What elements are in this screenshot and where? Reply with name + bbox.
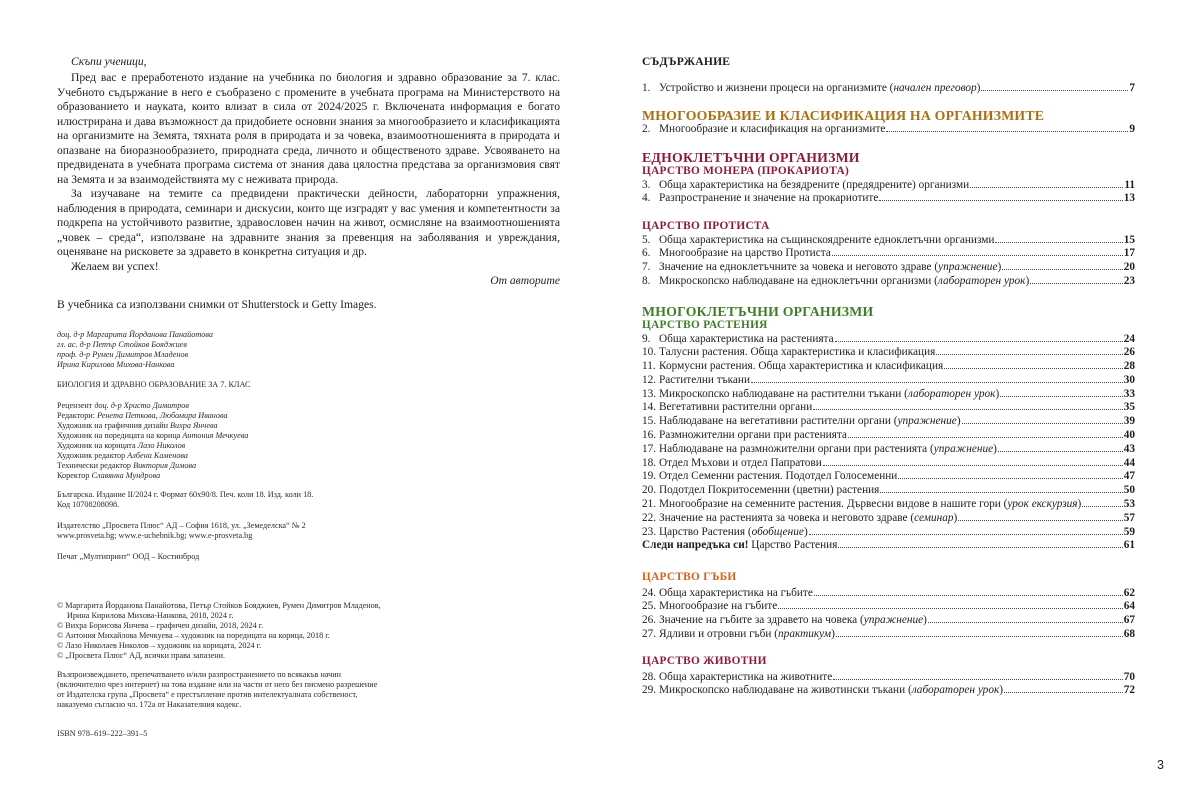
- toc-entry[interactable]: [642, 512, 1135, 526]
- dot-leader: [823, 464, 1123, 466]
- toc-entry[interactable]: [642, 234, 1135, 248]
- entry-title: Наблюдаване на вегетативни растителни органи (упражнение): [659, 415, 961, 428]
- dot-leader: [778, 607, 1122, 609]
- publisher-info: Издателство „Просвета Плюс“ АД – София 1618, ул. „Земеделска“ № 2 www.prosveta.bg; www.e-uchebnik.bg; www.e-prosveta.bg: [57, 521, 306, 540]
- entry-number: 18.: [642, 456, 657, 469]
- entry-title: Кормусни растения. Обща характеристика и класификация: [659, 360, 944, 373]
- dot-leader: [751, 381, 1123, 383]
- entry-page: 11: [1124, 178, 1135, 191]
- staff-entry: Художник на поредицата на корица Антония Мечкуева: [57, 431, 249, 440]
- print-info: Печат „Мултипринт“ ООД – Костинброд: [57, 552, 200, 561]
- toc-entry[interactable]: [642, 346, 1135, 360]
- dot-leader: [1030, 282, 1123, 284]
- toc-entry[interactable]: [642, 179, 1135, 193]
- toc-entry[interactable]: [642, 388, 1135, 402]
- authors-list: [57, 330, 213, 370]
- entry-title: Отдел Мъхови и отдел Папратови: [659, 456, 822, 469]
- edition-info: Българска. Издание II/2024 г. Формат 60х90/8. Печ. коли 18. Изд. коли 18. Код 10708208098.: [57, 490, 314, 509]
- entry-number: 4.: [642, 192, 651, 205]
- toc-entry[interactable]: [642, 192, 1135, 206]
- entry-number: 13.: [642, 387, 657, 400]
- entry-title: Обща характеристика на растенията: [659, 332, 834, 345]
- toc-entry[interactable]: 1. Устройство и жизнени процеси на организмите (начален преговор) 7: [642, 82, 1135, 94]
- entry-page: 13: [1123, 192, 1135, 205]
- toc-section-multicellular: [642, 304, 1135, 553]
- toc-entry[interactable]: [642, 526, 1135, 540]
- entry-page: 43: [1123, 442, 1135, 455]
- staff-entry: Коректор Славянка Мундрова: [57, 471, 161, 480]
- entry-page: 20: [1123, 261, 1135, 274]
- entry-title: Вегетативни растителни органи: [659, 401, 813, 414]
- entry-title: Обща характеристика на същинскоядрените едноклетъчни организми: [659, 233, 995, 246]
- entry-number: 5.: [642, 233, 651, 246]
- kingdom-heading: ЦАРСТВО ПРОТИСТА: [642, 220, 770, 233]
- copyright-block: © Маргарита Йорданова Панайотова, Петър Стойков Бояджиев, Румен Димитров Младенов, Ирина Кирилова Михова-Нанкова, 2018, 2024 г. © Вихра Борисова Янчева – графичен дизайн, 2018, 2024 г. © Антония Михайлова Мечкуева – художник на поредицата на корица, 2018 г. © Лазо Николаев Николов – художник на корицата, 2024 г. © „Просвета Плюс“ АД, всички права запазени.: [57, 601, 381, 660]
- entry-number: 22.: [642, 511, 657, 524]
- isbn: ISBN 978–619–222–391–5: [57, 729, 148, 738]
- foreword-paragraph: За изучаване на темите са предвидени практически дейности, лабораторни упражнения, наблюдения в природата, семинари и дискусии, които ще изградят у вас умения и компетентности за подкрепа на устойчивото развитие, здравословен начин на живот, осмисляне на взаимоотношенията „човек – среда“, използване на здравните знания за превенция на заболявания и увреждания, оценяване на рисковете за здравето в конкретна ситуация и др.: [57, 187, 560, 258]
- entry-page: 39: [1123, 415, 1135, 428]
- entry-number: 6.: [642, 247, 651, 260]
- toc-entry[interactable]: [642, 628, 1135, 642]
- entry-title: Разпространение и значение на прокариотите: [659, 192, 879, 205]
- kingdom-heading: ЦАРСТВО ЖИВОТНИ: [642, 655, 767, 667]
- entry-page: 72: [1123, 684, 1135, 697]
- toc-entry[interactable]: [642, 247, 1135, 261]
- section-heading: МНОГООБРАЗИЕ И КЛАСИФИКАЦИЯ НА ОРГАНИЗМИТЕ: [642, 108, 1045, 123]
- entry-title: Растителни тъкани: [659, 373, 750, 386]
- toc-entry[interactable]: [642, 415, 1135, 429]
- dot-leader: [880, 491, 1122, 493]
- entry-page: 53: [1123, 498, 1135, 511]
- dot-leader: [998, 450, 1123, 452]
- toc-entry[interactable]: [642, 275, 1135, 289]
- entry-number: 26.: [642, 614, 657, 627]
- toc-section-unicellular: [642, 150, 1135, 289]
- entry-title: Многообразие на гъбите: [659, 600, 778, 613]
- kingdom-heading: ЦАРСТВО РАСТЕНИЯ: [642, 319, 768, 331]
- dot-leader: [833, 678, 1122, 680]
- dot-leader: [944, 367, 1123, 369]
- entry-page: 30: [1123, 373, 1135, 386]
- toc-entry[interactable]: [642, 470, 1135, 484]
- toc-entry[interactable]: [642, 614, 1135, 628]
- entry-title: Значение на гъбите за здравето на човека (упражнение): [659, 614, 927, 627]
- entry-page: 33: [1123, 387, 1135, 400]
- toc-entry[interactable]: [642, 498, 1135, 512]
- toc-entry[interactable]: [642, 671, 1135, 685]
- entry-number: 8.: [642, 274, 651, 287]
- dot-leader: [835, 340, 1123, 342]
- entry-number: 14.: [642, 401, 657, 414]
- entry-page: 62: [1123, 586, 1135, 599]
- foreword-paragraph: Желаем ви успех!: [71, 259, 159, 273]
- table-of-contents: [642, 0, 1135, 807]
- toc-entry[interactable]: [642, 374, 1135, 388]
- foreword-paragraph: Пред вас е преработеното издание на учебника по биология и здравно образование за 7. клас. Учебното съдържание в него е съобразено с промените в учебната програма на Министерството на образованието и науката, които влизат в сила от 2024/2025 г. Включената информация е богато илюстрирана и дава възможност да придобиете основни знания за многообразието и класификацията на организмите на Земята, тяхната роля в природата и за човека, взаимоотношенията в природата и опазване на биоразнообразието, природната среда, личното и общественото здраве. Усвояването на предвидената в учебната програма система от знания дава цялостна представа за организмовия свят на Земята и за взаимодействията му с неживата природа.: [57, 71, 560, 186]
- dot-leader: [836, 635, 1123, 637]
- dot-leader: [970, 186, 1123, 188]
- entry-title: Обща характеристика на гъбите: [659, 586, 813, 599]
- animals-list: [642, 671, 1135, 699]
- toc-section-animals: [642, 655, 1135, 698]
- entry-title: Значение на растенията за човека и неговото здраве (семинар): [659, 511, 958, 524]
- dot-leader: [832, 254, 1123, 256]
- entry-page: 68: [1123, 627, 1135, 640]
- kingdom-heading: ЦАРСТВО МОНЕРА (ПРОКАРИОТА): [642, 165, 850, 177]
- entry-title: Многообразие на царство Протиста: [659, 247, 831, 260]
- entry-number: 17.: [642, 442, 657, 455]
- book-title: БИОЛОГИЯ И ЗДРАВНО ОБРАЗОВАНИЕ ЗА 7. КЛАС: [57, 380, 251, 389]
- dot-leader: [809, 533, 1123, 535]
- entry-number: 10.: [642, 346, 657, 359]
- entry-title: Обща характеристика на безядрените (предядрените) организми: [659, 178, 970, 191]
- entry-number: 20.: [642, 484, 657, 497]
- entry-page: 28: [1123, 360, 1135, 373]
- entry-number: 29.: [642, 684, 657, 697]
- entry-title: Значение на едноклетъчните за човека и неговото здраве (упражнение): [659, 261, 1002, 274]
- dot-leader: [879, 199, 1122, 201]
- dot-leader: [1004, 691, 1123, 693]
- entry-title: Подотдел Покритосеменни (цветни) растения: [659, 484, 880, 497]
- imprint-page: [57, 0, 560, 807]
- toc-section-fungi: [642, 571, 1135, 642]
- toc-entry[interactable]: [642, 360, 1135, 374]
- fungi-list: [642, 587, 1135, 642]
- dot-leader: [962, 422, 1123, 424]
- entry-page: 59: [1123, 525, 1135, 538]
- entry-title: Царство Растения (обобщение): [659, 525, 808, 538]
- entry-number: 21.: [642, 498, 657, 511]
- author: доц. д-р Маргарита Йорданова Панайотова: [57, 330, 213, 339]
- toc-section-diversity: [642, 108, 1135, 137]
- dot-leader: [848, 436, 1123, 438]
- entry-title: Микроскопско наблюдаване на животински тъкани (лабораторен урок): [659, 684, 1004, 697]
- entry-page: 64: [1123, 600, 1135, 613]
- toc-entry[interactable]: [642, 429, 1135, 443]
- dot-leader: [995, 241, 1122, 243]
- entry-title: Ядливи и отровни гъби (практикум): [659, 627, 835, 640]
- entry-page: 50: [1123, 484, 1135, 497]
- entry-number: 16.: [642, 429, 657, 442]
- section-heading: МНОГОКЛЕТЪЧНИ ОРГАНИЗМИ: [642, 304, 874, 319]
- entry-number: 23.: [642, 525, 657, 538]
- entry-page: 35: [1123, 401, 1135, 414]
- toc-title: СЪДЪРЖАНИЕ: [642, 55, 731, 68]
- entry-title: Отдел Семенни растения. Подотдел Голосеменни: [659, 470, 898, 483]
- toc-entry[interactable]: [642, 443, 1135, 457]
- author: гл. ас. д-р Петър Стойков Бояджиев: [57, 340, 187, 349]
- entry-page: 15: [1123, 233, 1135, 246]
- entry-title: Микроскопско наблюдаване на едноклетъчни организми (лабораторен урок): [659, 274, 1030, 287]
- entry-page: 67: [1123, 614, 1135, 627]
- entry-page: 70: [1123, 670, 1135, 683]
- toc-entry[interactable]: [642, 684, 1135, 698]
- entry-page: 24: [1123, 332, 1135, 345]
- toc-entry[interactable]: [642, 484, 1135, 498]
- entry-number: 12.: [642, 373, 657, 386]
- entry-title: Наблюдаване на размножителни органи при растенията (упражнение): [659, 442, 997, 455]
- entry-number: 19.: [642, 470, 657, 483]
- toc-entry[interactable]: [642, 457, 1135, 471]
- entry-number: 3.: [642, 178, 651, 191]
- toc-entry[interactable]: [642, 333, 1135, 347]
- toc-entry[interactable]: [642, 600, 1135, 614]
- protista-list: [642, 234, 1135, 289]
- dot-leader: [813, 408, 1122, 410]
- section-heading: ЕДНОКЛЕТЪЧНИ ОРГАНИЗМИ: [642, 150, 860, 165]
- staff-entry: Художник на графичния дизайн Вихра Янчева: [57, 421, 218, 430]
- entry-page: 47: [1123, 470, 1135, 483]
- entry-title: Размножителни органи при растенията: [659, 429, 847, 442]
- dot-leader: [928, 621, 1123, 623]
- entry-page: 17: [1123, 247, 1135, 260]
- dot-leader: [1000, 395, 1123, 397]
- signature: От авторите: [490, 274, 560, 287]
- toc-entry[interactable]: [642, 401, 1135, 415]
- dot-leader: [1002, 268, 1122, 270]
- toc-intro: [642, 82, 1135, 96]
- entry-title: Талусни растения. Обща характеристика и класификация: [659, 346, 936, 359]
- entry-number: 9.: [642, 332, 651, 345]
- entry-page: 40: [1123, 429, 1135, 442]
- toc-entry[interactable]: [642, 587, 1135, 601]
- rights-notice: Възпроизвеждането, препечатването и/или разпространението по всякакъв начин (включително чрез интернет) на това издание или на части от него без писмено разрешение от Издателска група „Просвета“ е престъпление против интелектуалната собственост, наказуемо съгласно чл. 172а от Наказателния кодекс.: [57, 670, 378, 709]
- dot-leader: [1082, 505, 1122, 507]
- entry-number: 11.: [642, 360, 656, 373]
- staff-entry: Художник редактор Албена Каменова: [57, 451, 189, 460]
- entry-number: 25.: [642, 600, 657, 613]
- author: Ирина Кирилова Михова-Нанкова: [57, 360, 175, 369]
- staff-entry: Художник на корицата Лазо Николов: [57, 441, 186, 450]
- dot-leader: [936, 353, 1122, 355]
- dot-leader: [814, 594, 1123, 596]
- entry-page: 26: [1123, 346, 1135, 359]
- photo-credits: В учебника са използвани снимки от Shutterstock и Getty Images.: [57, 298, 377, 311]
- dot-leader: [958, 519, 1122, 521]
- salutation: Скъпи ученици,: [71, 55, 147, 68]
- staff-list: [57, 401, 248, 481]
- entry-number: 27.: [642, 627, 657, 640]
- entry-title: Обща характеристика на животните: [659, 670, 833, 683]
- staff-entry: Редактори: Ренета Петкова, Любомира Иванова: [57, 411, 228, 420]
- toc-entry[interactable]: 2. Многообразие и класификация на организмите 9: [642, 123, 1135, 135]
- entry-number: 7.: [642, 261, 651, 274]
- entry-number: 15.: [642, 415, 657, 428]
- entry-title: Микроскопско наблюдаване на растителни тъкани (лабораторен урок): [659, 387, 1000, 400]
- toc-entry-review[interactable]: Следи напредъка си! Царство Растения 61: [642, 539, 1135, 552]
- entry-page: 57: [1123, 511, 1135, 524]
- author: проф. д-р Румен Димитров Младенов: [57, 350, 189, 359]
- entry-number: 24.: [642, 586, 657, 599]
- entry-page: 44: [1123, 456, 1135, 469]
- entry-number: 28.: [642, 670, 657, 683]
- foreword: [57, 71, 560, 289]
- entry-title: Многообразие на семенните растения. Дървесни видове в нашите гори (урок екскурзия): [659, 498, 1082, 511]
- toc-entry[interactable]: [642, 261, 1135, 275]
- entry-page: 23: [1123, 274, 1135, 287]
- page-number: 3: [1157, 758, 1164, 772]
- kingdom-heading: ЦАРСТВО ГЪБИ: [642, 571, 737, 583]
- plants-list: [642, 333, 1135, 540]
- dot-leader: [898, 477, 1122, 479]
- staff-entry: Технически редактор Виктория Димова: [57, 461, 197, 470]
- monera-list: [642, 179, 1135, 207]
- staff-entry: Рецензент доц. д-р Христо Димитров: [57, 401, 189, 410]
